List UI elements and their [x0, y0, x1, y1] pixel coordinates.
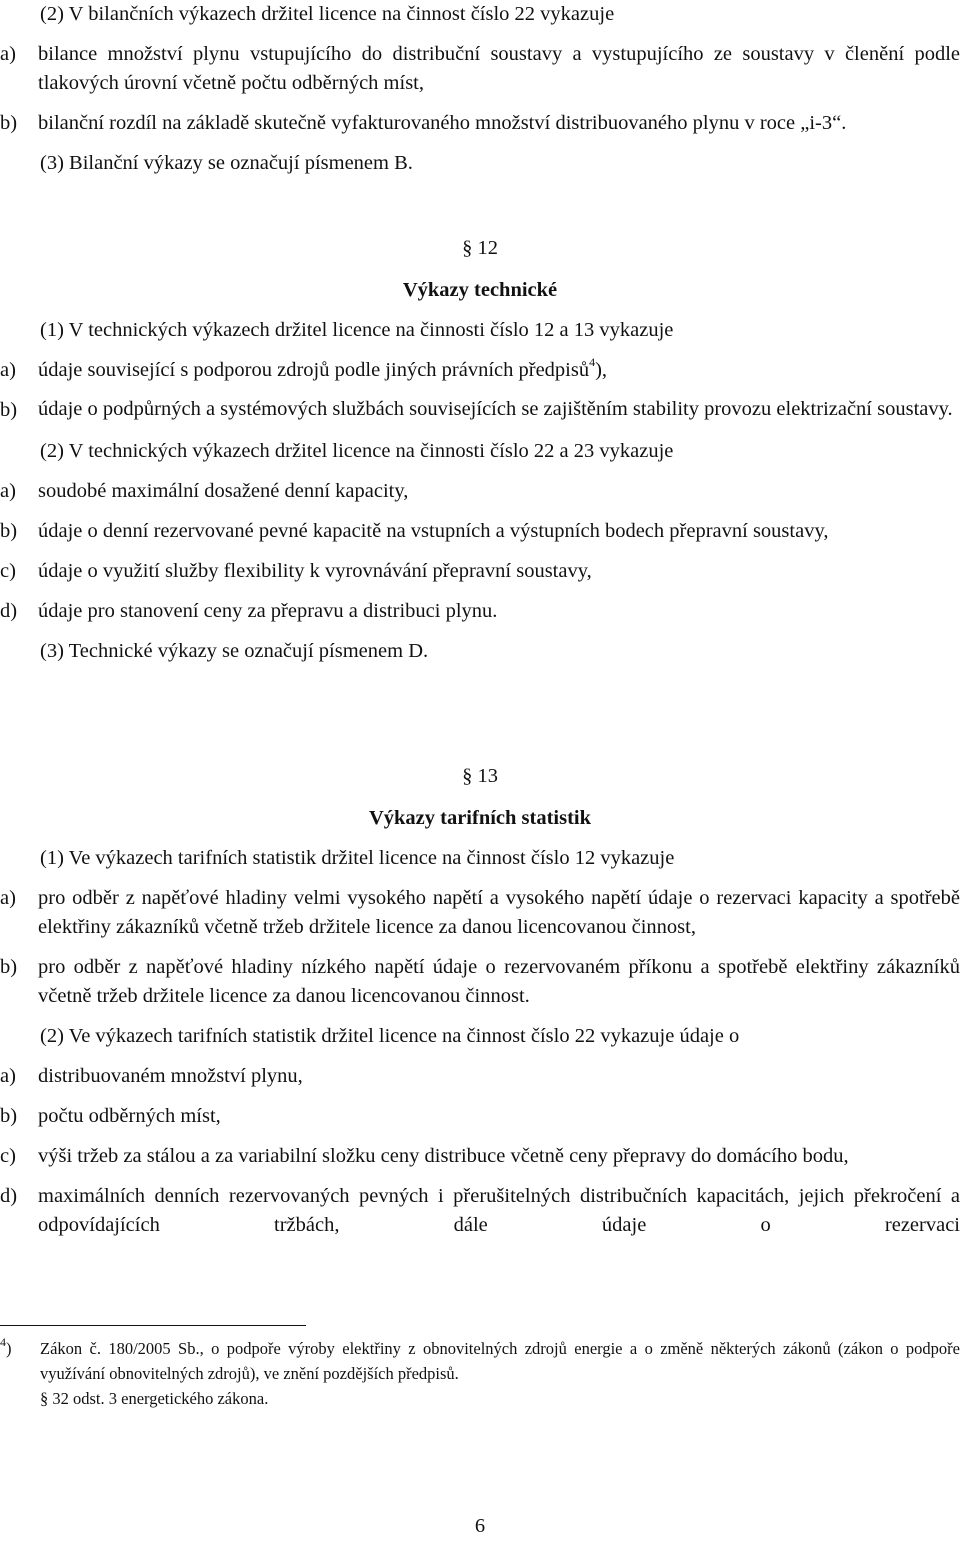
section-number: § 13	[462, 765, 498, 787]
list-item-text: údaje o podpůrných a systémových službách souvisejících se zajištěním stability provozu elektrizační soustavy.	[38, 398, 953, 420]
list-item-label: b)	[0, 112, 18, 134]
list-item-label: a)	[0, 359, 16, 381]
list-item-text: počtu odběrných míst,	[38, 1105, 221, 1127]
list-item	[0, 356, 960, 385]
list-item-text: pro odběr z napěťové hladiny velmi vysokého napětí a vysokého napětí údaje o rezervaci kapacity a spotřebě elektřiny zákazníků včetně tržeb držitele licence za danou licencovanou činnost,	[38, 887, 960, 938]
list-item-label: d)	[0, 600, 18, 622]
list-item	[0, 109, 960, 138]
section-title: Výkazy technické	[402, 279, 558, 301]
paragraph-3: (3) Technické výkazy se označují písmenem D.	[40, 640, 429, 662]
list-item-label: a)	[0, 480, 16, 502]
list-item	[0, 1182, 960, 1240]
paragraph-2-intro: (2) V technických výkazech držitel licence na činnosti číslo 22 a 23 vykazuje	[40, 440, 674, 462]
list-item-label: b)	[0, 399, 18, 421]
section-13	[0, 762, 960, 1240]
footnote	[0, 1336, 960, 1411]
list-item-text: distribuovaném množství plynu,	[38, 1065, 303, 1087]
list-item-label: c)	[0, 560, 16, 582]
list-item-text: údaje o denní rezervované pevné kapacitě na vstupních a výstupních bodech přepravní soustavy,	[38, 520, 829, 542]
footnote-reference[interactable]: 4	[589, 355, 596, 370]
list-item	[0, 40, 960, 98]
footnote-separator	[0, 1325, 306, 1326]
list-item	[0, 396, 960, 425]
list-item	[0, 1062, 960, 1091]
list-item	[0, 884, 960, 942]
paragraph-2-intro: (2) V bilančních výkazech držitel licence na činnost číslo 22 vykazuje	[40, 3, 615, 25]
list-item-label: a)	[0, 43, 16, 65]
list-item	[0, 477, 960, 506]
paragraph-1-intro: (1) Ve výkazech tarifních statistik držitel licence na činnost číslo 12 vykazuje	[40, 847, 675, 869]
paragraph-3: (3) Bilanční výkazy se označují písmenem B.	[40, 152, 413, 174]
list-item-label: c)	[0, 1145, 16, 1167]
list-item-text: údaje o využití služby flexibility k vyrovnávání přepravní soustavy,	[38, 560, 592, 582]
page-number: 6	[474, 1515, 486, 1537]
list-item	[0, 557, 960, 586]
list-item-label: a)	[0, 887, 16, 909]
footnote-mark: $^4$)	[0, 1334, 12, 1358]
list-item-text: maximálních denních rezervovaných pevných i přerušitelných distribučních kapacitách, jejich překročení a odpovídajících tržbách, dále údaje o rezervaci	[38, 1185, 960, 1236]
list-item-label: b)	[0, 956, 18, 978]
list-item-label: a)	[0, 1065, 16, 1087]
list-item-text: výši tržeb za stálou a za variabilní složku ceny distribuce včetně ceny přepravy do domácího bodu,	[38, 1145, 849, 1167]
section-title: Výkazy tarifních statistik	[368, 807, 592, 829]
list-item-text: bilanční rozdíl na základě skutečně vyfakturovaného množství distribuovaného plynu v roce „i-3“.	[38, 112, 847, 134]
section-number: § 12	[462, 237, 498, 259]
list-item-text: pro odběr z napěťové hladiny nízkého napětí údaje o rezervovaném příkonu a spotřebě elektřiny zákazníků včetně tržeb držitele licence za danou licencovanou činnost.	[38, 956, 960, 1007]
section-12	[0, 234, 960, 666]
list-item	[0, 597, 960, 626]
list-item	[0, 1142, 960, 1171]
list-item	[0, 517, 960, 546]
list-item-text: soudobé maximální dosažené denní kapacity,	[38, 480, 409, 502]
list-item-text: bilance množství plynu vstupujícího do distribuční soustavy a vystupujícího ze soustavy v členění podle tlakových úrovní včetně počtu odběrných míst,	[38, 43, 960, 94]
footnote-text: Zákon č. 180/2005 Sb., o podpoře výroby elektřiny z obnovitelných zdrojů energie a o změně některých zákonů (zákon o podpoře využívání obnovitelných zdrojů), ve znění pozdějších předpisů.	[40, 1339, 960, 1383]
list-item-text: údaje pro stanovení ceny za přepravu a distribuci plynu.	[38, 600, 498, 622]
list-item	[0, 953, 960, 1011]
bilancni-vykazy-block	[0, 0, 960, 178]
list-item-label: d)	[0, 1185, 18, 1207]
paragraph-1-intro: (1) V technických výkazech držitel licence na činnosti číslo 12 a 13 vykazuje	[40, 319, 674, 341]
list-item-text: údaje související s podporou zdrojů podle jiných právních předpisů$^4$),	[38, 355, 608, 381]
list-item-label: b)	[0, 1105, 18, 1127]
paragraph-2-intro: (2) Ve výkazech tarifních statistik držitel licence na činnost číslo 22 vykazuje údaje o	[40, 1025, 740, 1047]
list-item	[0, 1102, 960, 1131]
list-item-label: b)	[0, 520, 18, 542]
footnote-text-2: § 32 odst. 3 energetického zákona.	[40, 1389, 269, 1408]
